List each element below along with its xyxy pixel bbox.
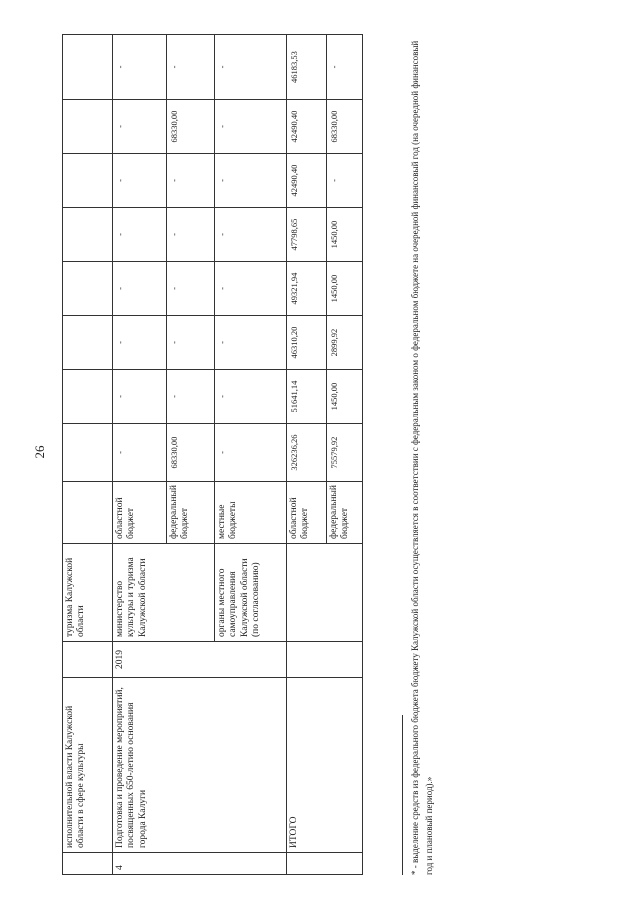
- value-cell: 75579,92: [327, 424, 363, 482]
- value-cell: -: [167, 35, 215, 100]
- value-cell: -: [215, 316, 287, 370]
- footnote-divider: [402, 715, 403, 875]
- value-cell: 1450,00: [327, 208, 363, 262]
- value-cell: -: [215, 100, 287, 154]
- value-cell: 68330,00: [327, 100, 363, 154]
- value-cell: -: [215, 35, 287, 100]
- value-cell: 326236,26: [287, 424, 327, 482]
- page-number: 26: [32, 445, 47, 459]
- value-cell: [63, 35, 113, 100]
- value-cell: -: [215, 208, 287, 262]
- value-cell: 2899,92: [327, 316, 363, 370]
- value-cell: -: [167, 262, 215, 316]
- footnote-text: [409, 35, 436, 875]
- value-cell: 68330,00: [167, 100, 215, 154]
- row-number-cell: 4: [113, 853, 287, 875]
- total-label-cell: ИТОГО: [287, 678, 363, 853]
- value-cell: -: [215, 154, 287, 208]
- event-cell: Подготовка и проведение мероприятий, посвященных 650-летию основания города Калуги: [113, 678, 287, 853]
- value-cell: 1450,00: [327, 262, 363, 316]
- value-cell: 47798,65: [287, 208, 327, 262]
- value-cell: -: [113, 316, 167, 370]
- value-cell: -: [327, 154, 363, 208]
- year-cell: [63, 642, 113, 678]
- value-cell: [63, 100, 113, 154]
- value-cell: -: [113, 424, 167, 482]
- total-year-cell: [287, 642, 363, 678]
- value-cell: 1450,00: [327, 370, 363, 424]
- event-cell: исполнительной власти Калужской области в сфере культуры: [63, 678, 113, 853]
- row-number-cell: [63, 853, 113, 875]
- table-row: [287, 35, 327, 875]
- value-cell: -: [167, 208, 215, 262]
- footnote-marker: *: [410, 870, 420, 875]
- value-cell: 42490,40: [287, 100, 327, 154]
- value-cell: 49321,94: [287, 262, 327, 316]
- executor-cell: органы местного самоуправления Калужской области (по согласованию): [215, 544, 287, 642]
- value-cell: [63, 370, 113, 424]
- year-cell: 2019: [113, 642, 287, 678]
- executor-cell: министерство культуры и туризма Калужской области: [113, 544, 215, 642]
- value-cell: [63, 208, 113, 262]
- footnote-body: - выделение средств из федерального бюджета бюджету Калужской области осуществляется в соответствии с федеральным законом о федеральном бюджете на очередной финансовый год (на очередной финансовый год и плановый период).»: [410, 40, 434, 875]
- value-cell: -: [113, 370, 167, 424]
- source-cell: местные бюджеты: [215, 482, 287, 544]
- total-executor-cell: [287, 544, 363, 642]
- source-cell: областной бюджет: [113, 482, 167, 544]
- value-cell: 42490,40: [287, 154, 327, 208]
- value-cell: -: [215, 424, 287, 482]
- value-cell: 51641,14: [287, 370, 327, 424]
- value-cell: 46310,20: [287, 316, 327, 370]
- value-cell: 46183,53: [287, 35, 327, 100]
- value-cell: -: [215, 262, 287, 316]
- value-cell: -: [113, 262, 167, 316]
- value-cell: -: [113, 35, 167, 100]
- value-cell: [63, 316, 113, 370]
- value-cell: -: [167, 370, 215, 424]
- table-row: [113, 35, 167, 875]
- value-cell: -: [113, 208, 167, 262]
- value-cell: -: [327, 35, 363, 100]
- value-cell: -: [113, 100, 167, 154]
- value-cell: [63, 424, 113, 482]
- footnote: [402, 35, 436, 875]
- source-cell: федеральный бюджет: [327, 482, 363, 544]
- table-row: [63, 35, 113, 875]
- value-cell: -: [167, 316, 215, 370]
- budget-table: [62, 34, 363, 875]
- total-number-cell: [287, 853, 363, 875]
- executor-cell: туризма Калужской области: [63, 544, 113, 642]
- value-cell: 68330,00: [167, 424, 215, 482]
- value-cell: -: [113, 154, 167, 208]
- value-cell: -: [215, 370, 287, 424]
- value-cell: -: [167, 154, 215, 208]
- source-cell: [63, 482, 113, 544]
- value-cell: [63, 262, 113, 316]
- value-cell: [63, 154, 113, 208]
- budget-table-sheet: [62, 35, 362, 875]
- source-cell: федеральный бюджет: [167, 482, 215, 544]
- source-cell: областной бюджет: [287, 482, 327, 544]
